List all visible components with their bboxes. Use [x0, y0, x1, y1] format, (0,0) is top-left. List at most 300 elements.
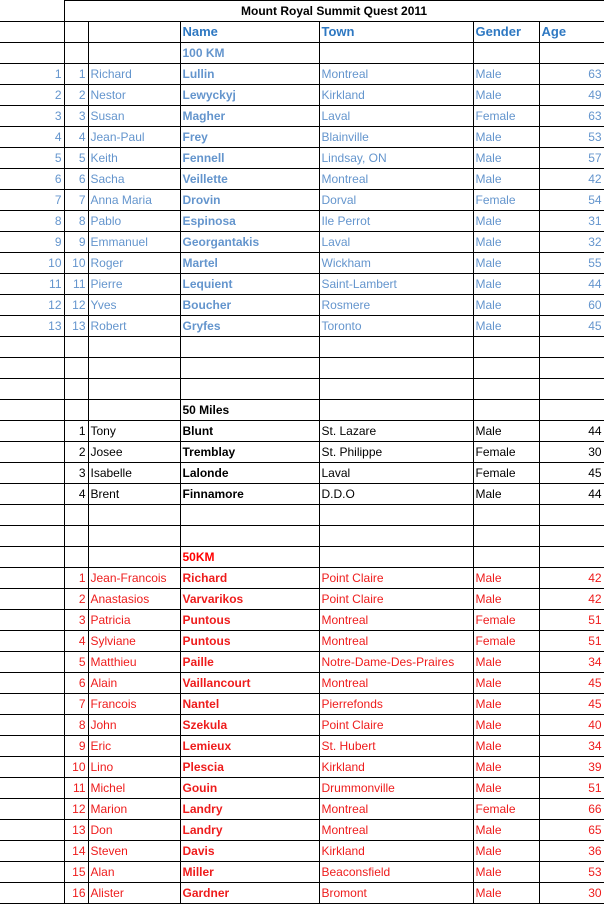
category-rank[interactable]: 1: [64, 421, 88, 442]
gender[interactable]: Male: [473, 862, 539, 883]
cell-empty[interactable]: [180, 505, 319, 526]
category-rank[interactable]: 2: [64, 442, 88, 463]
cell-empty[interactable]: [180, 379, 319, 400]
town[interactable]: Point Claire: [319, 568, 473, 589]
cell-empty[interactable]: [180, 526, 319, 547]
overall-rank[interactable]: 9: [0, 232, 64, 253]
category-rank[interactable]: 11: [64, 778, 88, 799]
overall-rank[interactable]: [0, 778, 64, 799]
cell-empty[interactable]: [88, 505, 180, 526]
gender[interactable]: Male: [473, 820, 539, 841]
category-rank[interactable]: 2: [64, 85, 88, 106]
age[interactable]: 53: [539, 127, 604, 148]
last-name[interactable]: Plescia: [180, 757, 319, 778]
gender[interactable]: Male: [473, 694, 539, 715]
town[interactable]: Toronto: [319, 316, 473, 337]
town[interactable]: Drummonville: [319, 778, 473, 799]
first-name[interactable]: Robert: [88, 316, 180, 337]
category-rank[interactable]: 8: [64, 715, 88, 736]
first-name[interactable]: Susan: [88, 106, 180, 127]
overall-rank[interactable]: 13: [0, 316, 64, 337]
first-name[interactable]: Steven: [88, 841, 180, 862]
age[interactable]: 34: [539, 652, 604, 673]
last-name[interactable]: Blunt: [180, 421, 319, 442]
overall-rank[interactable]: [0, 652, 64, 673]
gender[interactable]: Female: [473, 442, 539, 463]
last-name[interactable]: Gouin: [180, 778, 319, 799]
first-name[interactable]: Don: [88, 820, 180, 841]
overall-rank[interactable]: [0, 463, 64, 484]
cell-empty[interactable]: [473, 43, 539, 64]
last-name[interactable]: Lullin: [180, 64, 319, 85]
cell-empty[interactable]: [0, 547, 64, 568]
town[interactable]: Point Claire: [319, 589, 473, 610]
last-name[interactable]: Frey: [180, 127, 319, 148]
town[interactable]: Montreal: [319, 610, 473, 631]
overall-rank[interactable]: 2: [0, 85, 64, 106]
first-name[interactable]: Emmanuel: [88, 232, 180, 253]
cell-empty[interactable]: [473, 526, 539, 547]
first-name[interactable]: John: [88, 715, 180, 736]
first-name[interactable]: Anastasios: [88, 589, 180, 610]
town[interactable]: St. Lazare: [319, 421, 473, 442]
cell-empty[interactable]: [64, 379, 88, 400]
result-row: [0, 757, 604, 778]
last-name[interactable]: Szekula: [180, 715, 319, 736]
first-name[interactable]: Pierre: [88, 274, 180, 295]
last-name[interactable]: Lequient: [180, 274, 319, 295]
section-label[interactable]: 100 KM: [180, 43, 319, 64]
header-gender[interactable]: Gender: [473, 22, 539, 43]
gender[interactable]: Male: [473, 127, 539, 148]
town[interactable]: Kirkland: [319, 757, 473, 778]
town[interactable]: Rosmere: [319, 295, 473, 316]
last-name[interactable]: Puntous: [180, 631, 319, 652]
cell-empty[interactable]: [88, 358, 180, 379]
cell-empty[interactable]: [64, 526, 88, 547]
first-name[interactable]: Alain: [88, 673, 180, 694]
category-rank[interactable]: 5: [64, 652, 88, 673]
last-name[interactable]: Landry: [180, 820, 319, 841]
overall-rank[interactable]: [0, 862, 64, 883]
age[interactable]: 42: [539, 169, 604, 190]
overall-rank[interactable]: [0, 715, 64, 736]
town[interactable]: St. Philippe: [319, 442, 473, 463]
last-name[interactable]: Davis: [180, 841, 319, 862]
cell-empty[interactable]: [539, 547, 604, 568]
last-name[interactable]: Lemieux: [180, 736, 319, 757]
town[interactable]: Bromont: [319, 883, 473, 904]
overall-rank[interactable]: 6: [0, 169, 64, 190]
cell-empty[interactable]: [473, 358, 539, 379]
first-name[interactable]: Roger: [88, 253, 180, 274]
town[interactable]: Laval: [319, 106, 473, 127]
cell-empty[interactable]: [473, 547, 539, 568]
overall-rank[interactable]: [0, 589, 64, 610]
age[interactable]: 36: [539, 841, 604, 862]
age[interactable]: 45: [539, 694, 604, 715]
first-name[interactable]: Sylviane: [88, 631, 180, 652]
overall-rank[interactable]: [0, 442, 64, 463]
overall-rank[interactable]: [0, 694, 64, 715]
age[interactable]: 63: [539, 106, 604, 127]
first-name[interactable]: Jean-Francois: [88, 568, 180, 589]
overall-rank[interactable]: [0, 421, 64, 442]
town[interactable]: Laval: [319, 463, 473, 484]
gender[interactable]: Male: [473, 295, 539, 316]
gender[interactable]: Female: [473, 799, 539, 820]
town[interactable]: Ile Perrot: [319, 211, 473, 232]
cell-empty[interactable]: [0, 400, 64, 421]
gender[interactable]: Female: [473, 631, 539, 652]
first-name[interactable]: Yves: [88, 295, 180, 316]
category-rank[interactable]: 12: [64, 799, 88, 820]
overall-rank[interactable]: 11: [0, 274, 64, 295]
town[interactable]: Wickham: [319, 253, 473, 274]
age[interactable]: 42: [539, 568, 604, 589]
last-name[interactable]: Lewyckyj: [180, 85, 319, 106]
cell-empty[interactable]: [64, 400, 88, 421]
last-name[interactable]: Magher: [180, 106, 319, 127]
cell-empty[interactable]: [64, 22, 88, 43]
cell-empty[interactable]: [0, 43, 64, 64]
last-name[interactable]: Gryfes: [180, 316, 319, 337]
cell-empty[interactable]: [473, 379, 539, 400]
last-name[interactable]: Landry: [180, 799, 319, 820]
gender[interactable]: Male: [473, 421, 539, 442]
first-name[interactable]: Brent: [88, 484, 180, 505]
category-rank[interactable]: 3: [64, 463, 88, 484]
category-rank[interactable]: 9: [64, 736, 88, 757]
first-name[interactable]: Marion: [88, 799, 180, 820]
cell-empty[interactable]: [539, 526, 604, 547]
cell-empty[interactable]: [539, 358, 604, 379]
overall-rank[interactable]: 5: [0, 148, 64, 169]
first-name[interactable]: Eric: [88, 736, 180, 757]
last-name[interactable]: Vaillancourt: [180, 673, 319, 694]
overall-rank[interactable]: [0, 883, 64, 904]
last-name[interactable]: Lalonde: [180, 463, 319, 484]
category-rank[interactable]: 7: [64, 190, 88, 211]
age[interactable]: 49: [539, 85, 604, 106]
gender[interactable]: Male: [473, 85, 539, 106]
overall-rank[interactable]: [0, 841, 64, 862]
cell-empty[interactable]: [473, 337, 539, 358]
cell-empty[interactable]: [88, 400, 180, 421]
gender[interactable]: Female: [473, 106, 539, 127]
overall-rank[interactable]: [0, 610, 64, 631]
age[interactable]: 65: [539, 820, 604, 841]
cell-empty[interactable]: [88, 337, 180, 358]
town[interactable]: Pierrefonds: [319, 694, 473, 715]
cell-empty[interactable]: [88, 22, 180, 43]
first-name[interactable]: Anna Maria: [88, 190, 180, 211]
cell-empty[interactable]: [0, 505, 64, 526]
cell-empty[interactable]: [539, 379, 604, 400]
cell-empty[interactable]: [88, 547, 180, 568]
cell-empty[interactable]: [0, 1, 64, 22]
result-row: [0, 799, 604, 820]
overall-rank[interactable]: [0, 484, 64, 505]
cell-empty[interactable]: [319, 526, 473, 547]
category-rank[interactable]: 6: [64, 673, 88, 694]
category-rank[interactable]: 12: [64, 295, 88, 316]
cell-empty[interactable]: [473, 505, 539, 526]
result-row: [0, 694, 604, 715]
age[interactable]: 51: [539, 610, 604, 631]
cell-empty[interactable]: [64, 358, 88, 379]
cell-empty[interactable]: [319, 379, 473, 400]
category-rank[interactable]: 6: [64, 169, 88, 190]
category-rank[interactable]: 7: [64, 694, 88, 715]
age[interactable]: 45: [539, 673, 604, 694]
town[interactable]: Lindsay, ON: [319, 148, 473, 169]
category-rank[interactable]: 3: [64, 106, 88, 127]
age[interactable]: 51: [539, 778, 604, 799]
age[interactable]: 53: [539, 862, 604, 883]
gender[interactable]: Male: [473, 778, 539, 799]
age[interactable]: 30: [539, 442, 604, 463]
overall-rank[interactable]: [0, 631, 64, 652]
category-rank[interactable]: 10: [64, 757, 88, 778]
header-age[interactable]: Age: [539, 22, 604, 43]
cell-empty[interactable]: [0, 22, 64, 43]
category-rank[interactable]: 4: [64, 127, 88, 148]
age[interactable]: 51: [539, 631, 604, 652]
town[interactable]: Montreal: [319, 799, 473, 820]
category-rank[interactable]: 11: [64, 274, 88, 295]
gender[interactable]: Male: [473, 232, 539, 253]
last-name[interactable]: Finnamore: [180, 484, 319, 505]
cell-empty[interactable]: [319, 400, 473, 421]
last-name[interactable]: Martel: [180, 253, 319, 274]
overall-rank[interactable]: 7: [0, 190, 64, 211]
first-name[interactable]: Pablo: [88, 211, 180, 232]
last-name[interactable]: Richard: [180, 568, 319, 589]
town[interactable]: D.D.O: [319, 484, 473, 505]
town[interactable]: Laval: [319, 232, 473, 253]
cell-empty[interactable]: [64, 337, 88, 358]
town[interactable]: Beaconsfield: [319, 862, 473, 883]
gender[interactable]: Male: [473, 64, 539, 85]
first-name[interactable]: Josee: [88, 442, 180, 463]
age[interactable]: 54: [539, 190, 604, 211]
overall-rank[interactable]: [0, 757, 64, 778]
section-label[interactable]: 50 Miles: [180, 400, 319, 421]
cell-empty[interactable]: [88, 379, 180, 400]
age[interactable]: 63: [539, 64, 604, 85]
town[interactable]: Montreal: [319, 64, 473, 85]
section-label[interactable]: 50KM: [180, 547, 319, 568]
age[interactable]: 57: [539, 148, 604, 169]
age[interactable]: 40: [539, 715, 604, 736]
category-rank[interactable]: 16: [64, 883, 88, 904]
gender[interactable]: Male: [473, 736, 539, 757]
category-rank[interactable]: 14: [64, 841, 88, 862]
cell-empty[interactable]: [0, 526, 64, 547]
town[interactable]: Montreal: [319, 820, 473, 841]
gender[interactable]: Male: [473, 148, 539, 169]
category-rank[interactable]: 4: [64, 631, 88, 652]
first-name[interactable]: Keith: [88, 148, 180, 169]
age[interactable]: 32: [539, 232, 604, 253]
cell-empty[interactable]: [539, 400, 604, 421]
category-rank[interactable]: 9: [64, 232, 88, 253]
overall-rank[interactable]: 1: [0, 64, 64, 85]
overall-rank[interactable]: [0, 568, 64, 589]
town[interactable]: Montreal: [319, 673, 473, 694]
age[interactable]: 66: [539, 799, 604, 820]
header-town[interactable]: Town: [319, 22, 473, 43]
category-rank[interactable]: 1: [64, 64, 88, 85]
last-name[interactable]: Drovin: [180, 190, 319, 211]
cell-empty[interactable]: [539, 43, 604, 64]
gender[interactable]: Male: [473, 484, 539, 505]
cell-empty[interactable]: [473, 400, 539, 421]
overall-rank[interactable]: [0, 673, 64, 694]
gender[interactable]: Female: [473, 463, 539, 484]
town[interactable]: Kirkland: [319, 85, 473, 106]
cell-empty[interactable]: [88, 43, 180, 64]
category-rank[interactable]: 8: [64, 211, 88, 232]
first-name[interactable]: Patricia: [88, 610, 180, 631]
town[interactable]: Point Claire: [319, 715, 473, 736]
town[interactable]: Montreal: [319, 631, 473, 652]
cell-empty[interactable]: [0, 337, 64, 358]
last-name[interactable]: Puntous: [180, 610, 319, 631]
cell-empty[interactable]: [64, 547, 88, 568]
category-rank[interactable]: 2: [64, 589, 88, 610]
overall-rank[interactable]: 8: [0, 211, 64, 232]
category-rank[interactable]: 15: [64, 862, 88, 883]
age[interactable]: 42: [539, 589, 604, 610]
age[interactable]: 44: [539, 421, 604, 442]
cell-empty[interactable]: [319, 43, 473, 64]
gender[interactable]: Male: [473, 673, 539, 694]
overall-rank[interactable]: 10: [0, 253, 64, 274]
gender[interactable]: Male: [473, 568, 539, 589]
age[interactable]: 34: [539, 736, 604, 757]
gender[interactable]: Male: [473, 169, 539, 190]
town[interactable]: Notre-Dame-Des-Praires: [319, 652, 473, 673]
gender[interactable]: Male: [473, 274, 539, 295]
last-name[interactable]: Georgantakis: [180, 232, 319, 253]
overall-rank[interactable]: [0, 736, 64, 757]
gender[interactable]: Male: [473, 883, 539, 904]
cell-empty[interactable]: [319, 337, 473, 358]
age[interactable]: 30: [539, 883, 604, 904]
gender[interactable]: Male: [473, 253, 539, 274]
gender[interactable]: Male: [473, 715, 539, 736]
category-rank[interactable]: 13: [64, 820, 88, 841]
category-rank[interactable]: 10: [64, 253, 88, 274]
age[interactable]: 60: [539, 295, 604, 316]
category-rank[interactable]: 3: [64, 610, 88, 631]
cell-empty[interactable]: [319, 358, 473, 379]
town[interactable]: Blainville: [319, 127, 473, 148]
last-name[interactable]: Fennell: [180, 148, 319, 169]
cell-empty[interactable]: [319, 547, 473, 568]
last-name[interactable]: Paille: [180, 652, 319, 673]
last-name[interactable]: Espinosa: [180, 211, 319, 232]
first-name[interactable]: Alan: [88, 862, 180, 883]
last-name[interactable]: Gardner: [180, 883, 319, 904]
gender[interactable]: Male: [473, 589, 539, 610]
cell-empty[interactable]: [180, 337, 319, 358]
town[interactable]: St. Hubert: [319, 736, 473, 757]
cell-empty[interactable]: [0, 358, 64, 379]
gender[interactable]: Male: [473, 841, 539, 862]
gender[interactable]: Female: [473, 610, 539, 631]
cell-empty[interactable]: [180, 358, 319, 379]
category-rank[interactable]: 1: [64, 568, 88, 589]
last-name[interactable]: Veillette: [180, 169, 319, 190]
header-name[interactable]: Name: [180, 22, 319, 43]
overall-rank[interactable]: [0, 799, 64, 820]
cell-empty[interactable]: [539, 337, 604, 358]
last-name[interactable]: Tremblay: [180, 442, 319, 463]
cell-empty[interactable]: [539, 505, 604, 526]
sheet-title[interactable]: Mount Royal Summit Quest 2011: [64, 1, 604, 22]
cell-empty[interactable]: [88, 526, 180, 547]
first-name[interactable]: Tony: [88, 421, 180, 442]
overall-rank[interactable]: [0, 820, 64, 841]
first-name[interactable]: Lino: [88, 757, 180, 778]
last-name[interactable]: Nantel: [180, 694, 319, 715]
last-name[interactable]: Boucher: [180, 295, 319, 316]
gender[interactable]: Male: [473, 757, 539, 778]
first-name[interactable]: Michel: [88, 778, 180, 799]
age[interactable]: 44: [539, 274, 604, 295]
first-name[interactable]: Alister: [88, 883, 180, 904]
gender[interactable]: Female: [473, 190, 539, 211]
town[interactable]: Montreal: [319, 169, 473, 190]
age[interactable]: 39: [539, 757, 604, 778]
first-name[interactable]: Matthieu: [88, 652, 180, 673]
gender[interactable]: Male: [473, 652, 539, 673]
overall-rank[interactable]: 4: [0, 127, 64, 148]
cell-empty[interactable]: [64, 43, 88, 64]
result-row: [0, 463, 604, 484]
first-name[interactable]: Nestor: [88, 85, 180, 106]
age[interactable]: 45: [539, 463, 604, 484]
first-name[interactable]: Francois: [88, 694, 180, 715]
town[interactable]: Saint-Lambert: [319, 274, 473, 295]
last-name[interactable]: Miller: [180, 862, 319, 883]
age[interactable]: 31: [539, 211, 604, 232]
category-rank[interactable]: 13: [64, 316, 88, 337]
town[interactable]: Kirkland: [319, 841, 473, 862]
cell-empty[interactable]: [0, 379, 64, 400]
cell-empty[interactable]: [319, 505, 473, 526]
first-name[interactable]: Jean-Paul: [88, 127, 180, 148]
age[interactable]: 44: [539, 484, 604, 505]
age[interactable]: 45: [539, 316, 604, 337]
town[interactable]: Dorval: [319, 190, 473, 211]
gender[interactable]: Male: [473, 316, 539, 337]
first-name[interactable]: Sacha: [88, 169, 180, 190]
cell-empty[interactable]: [64, 505, 88, 526]
first-name[interactable]: Isabelle: [88, 463, 180, 484]
overall-rank[interactable]: 3: [0, 106, 64, 127]
category-rank[interactable]: 5: [64, 148, 88, 169]
first-name[interactable]: Richard: [88, 64, 180, 85]
age[interactable]: 55: [539, 253, 604, 274]
overall-rank[interactable]: 12: [0, 295, 64, 316]
category-rank[interactable]: 4: [64, 484, 88, 505]
gender[interactable]: Male: [473, 211, 539, 232]
last-name[interactable]: Varvarikos: [180, 589, 319, 610]
